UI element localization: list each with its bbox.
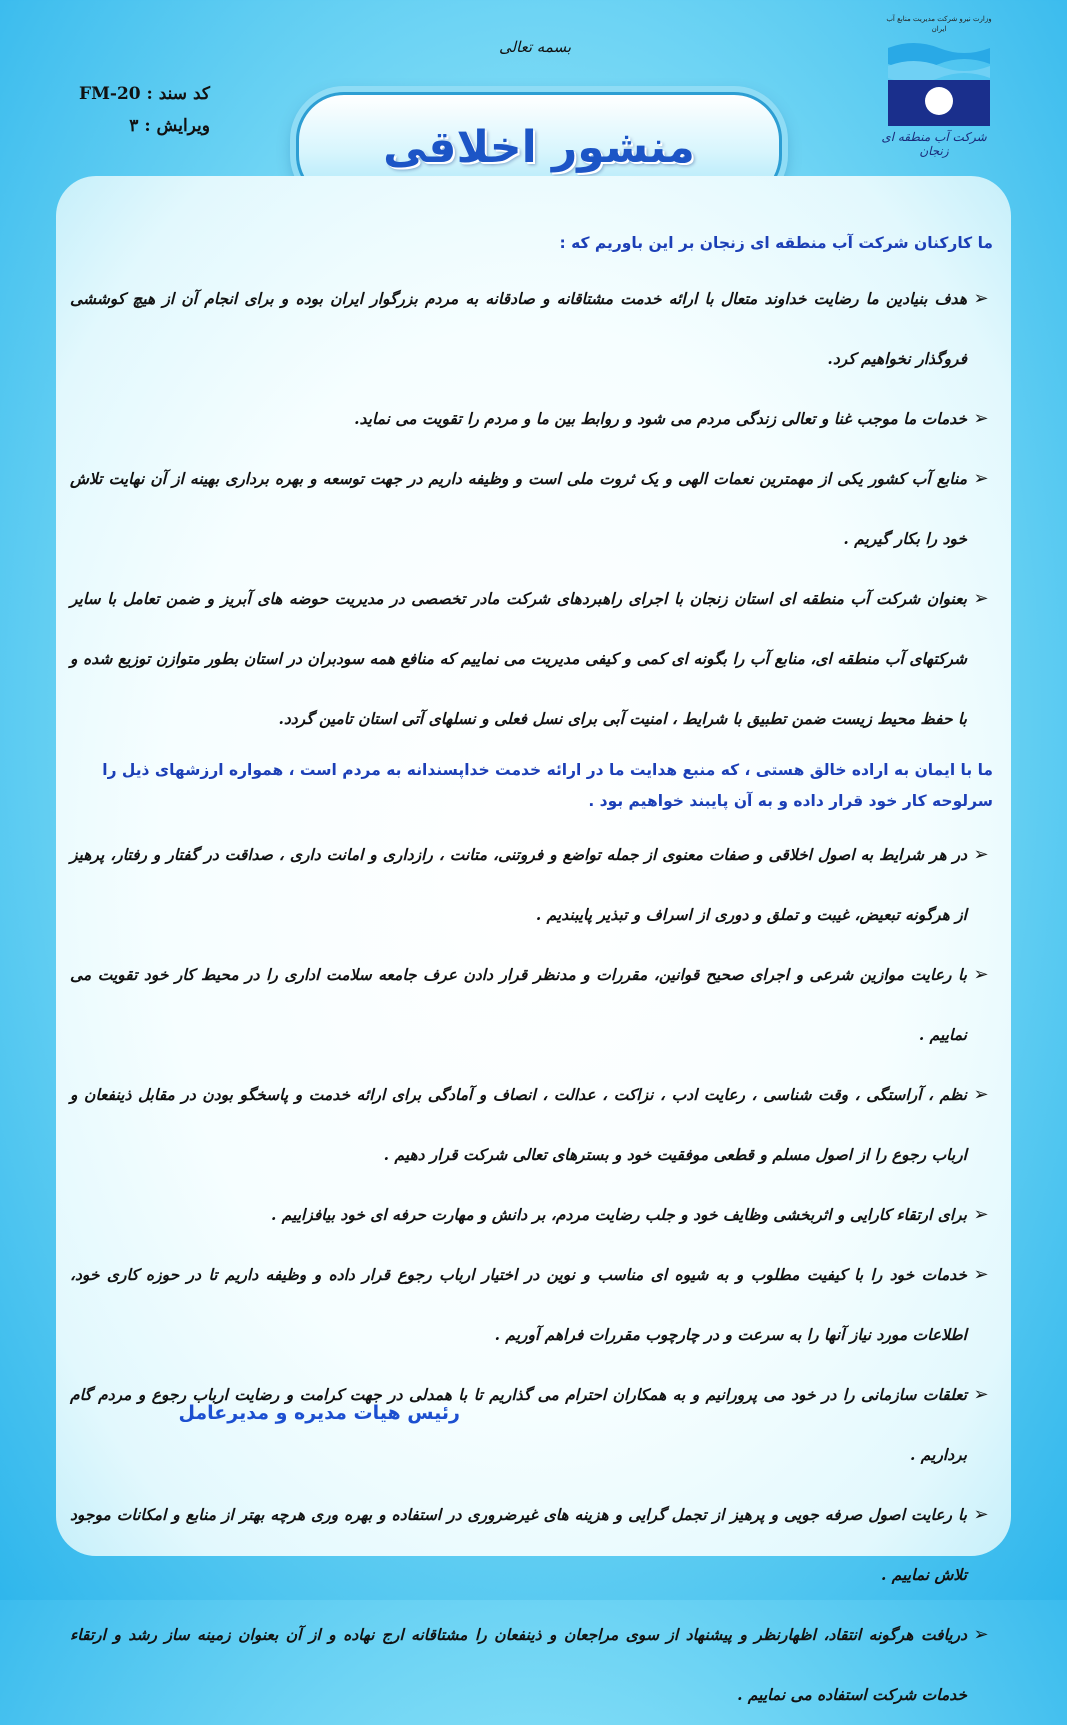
logo-ministry-text: وزارت نیرو شرکت مدیریت منابع آب ایران [886,15,992,33]
signature-title: رئیس هیات مدیره و مدیرعامل [178,1402,460,1424]
list-item-text: نظم ، آراستگی ، وقت شناسی ، رعایت ادب ، نزاکت ، عدالت ، انصاف و آمادگی برای ارائه خدمت و پاسخگو بودن در مقابل ذینفعان و ارباب رجوع را از اصول مسلم و قطعی موفقیت خود و بسترهای تعالی شرکت قرار دهیم . [70,1085,967,1164]
arrow-bullet-icon: ➢ [973,844,989,865]
arrow-bullet-icon: ➢ [973,588,989,609]
list-item [70,1605,995,1725]
list-item-text: دریافت هرگونه انتقاد، اظهارنظر و پیشنهاد از سوی مراجعان و ذینفعان را مشتاقانه ارج نهاده و از آن بعنوان زمینه ساز رشد و ارتقاء خدمات شرکت استفاده می نماییم . [70,1625,967,1704]
arrow-bullet-icon: ➢ [973,468,989,489]
logo-caption: شرکت آب منطقه ای زنجان [881,130,987,158]
list-item [70,269,995,389]
arrow-bullet-icon: ➢ [973,1624,989,1645]
list-item-text: با رعایت اصول صرفه جویی و پرهیز از تجمل گرایی و هزینه های غیرضروری در استفاده و بهره وری هرچه بهتر از منابع و امکانات موجود تلاش نماییم . [70,1505,967,1584]
section2-heading: ما با ایمان به اراده خالق هستی ، که منبع هدایت ما در ارائه خدمت خداپسندانه به مردم است ، همواره ارزشهای ذیل را سرلوحه کار خود قرار داده و به آن پایبند خواهیم بود . [102,761,993,810]
section1-heading: ما کارکنان شرکت آب منطقه ای زنجان بر این باوریم که : [559,234,993,252]
arrow-bullet-icon: ➢ [973,1504,989,1525]
list-item [70,1185,995,1245]
document-revision: ویرایش : ۳ [129,116,210,136]
list-item-text: با رعایت موازین شرعی و اجرای صحیح قوانین، مقررات و مدنظر قرار دادن عرف جامعه سلامت اداری را در محیط کار خود تقویت می نماییم . [70,965,967,1044]
page-title: منشور اخلاقی [383,122,695,173]
list-item-text: تعلقات سازمانی را در خود می پرورانیم و به همکاران احترام می گذاریم تا با همدلی در جهت کرامت و رضایت ارباب رجوع و مردم گام برداریم . [70,1385,967,1464]
arrow-bullet-icon: ➢ [973,1384,989,1405]
document-code: کد سند : FM-20 [79,84,210,104]
list-item [70,1245,995,1365]
list-item-text: بعنوان شرکت آب منطقه ای استان زنجان با اجرای راهبردهای شرکت مادر تخصصی در مدیریت حوضه های آبریز و ضمن تعامل با سایر شرکتهای آب منطقه ای، منابع آب را بگونه ای کمی و کیفی مدیریت می نماییم که منافع همه سودبران در استان بطور متوازن توزیع شده و با حفظ محیط زیست ضمن تطبیق با شرایط ، امنیت آبی برای نسل فعلی و نسلهای آتی استان تامین گردد. [70,589,967,728]
document-info [60,84,210,148]
arrow-bullet-icon: ➢ [973,1204,989,1225]
arrow-bullet-icon: ➢ [973,288,989,309]
list-item [70,945,995,1065]
water-drop-logo-icon [884,38,994,128]
arrow-bullet-icon: ➢ [973,1264,989,1285]
list-item-text: هدف بنیادین ما رضایت خداوند متعال با ارائه خدمت مشتاقانه و صادقانه به مردم بزرگوار ایران بوده و برای انجام آن از هیچ کوششی فروگذار نخواهیم کرد. [70,289,967,368]
bismillah-header: بسمه تعالی [498,38,572,56]
charter-content [70,228,995,1725]
arrow-bullet-icon: ➢ [973,1084,989,1105]
list-item [70,569,995,749]
list-item-text: خدمات خود را با کیفیت مطلوب و به شیوه ای مناسب و نوین در اختیار ارباب رجوع قرار داده و وظیفه داریم تا در حوزه کاری خود، اطلاعات مورد نیاز آنها را به سرعت و در چارچوب مقررات فراهم آوریم . [70,1265,967,1344]
list-item-text: برای ارتقاء کارایی و اثربخشی وظایف خود و جلب رضایت مردم، بر دانش و مهارت حرفه ای خود بیافزاییم . [270,1205,967,1224]
company-logo [874,14,994,164]
list-item [70,1485,995,1605]
list-item [70,1065,995,1185]
arrow-bullet-icon: ➢ [973,964,989,985]
list-item [70,449,995,569]
list-item [70,389,995,449]
list-item [70,1365,995,1485]
list-item [70,825,995,945]
list-item-text: منابع آب کشور یکی از مهمترین نعمات الهی و یک ثروت ملی است و وظیفه داریم در جهت توسعه و بهره برداری بهینه از آن نهایت تلاش خود را بکار گیریم . [70,469,967,548]
list-item-text: در هر شرایط به اصول اخلاقی و صفات معنوی از جمله تواضع و فروتنی، متانت ، رازداری و امانت داری ، صداقت در گفتار و رفتار، پرهیز از هرگونه تبعیض، غیبت و تملق و دوری از اسراف و تبذیر پایبندیم . [70,845,967,924]
arrow-bullet-icon: ➢ [973,408,989,429]
list-item-text: خدمات ما موجب غنا و تعالی زندگی مردم می شود و روابط بین ما و مردم را تقویت می نماید. [354,409,967,428]
